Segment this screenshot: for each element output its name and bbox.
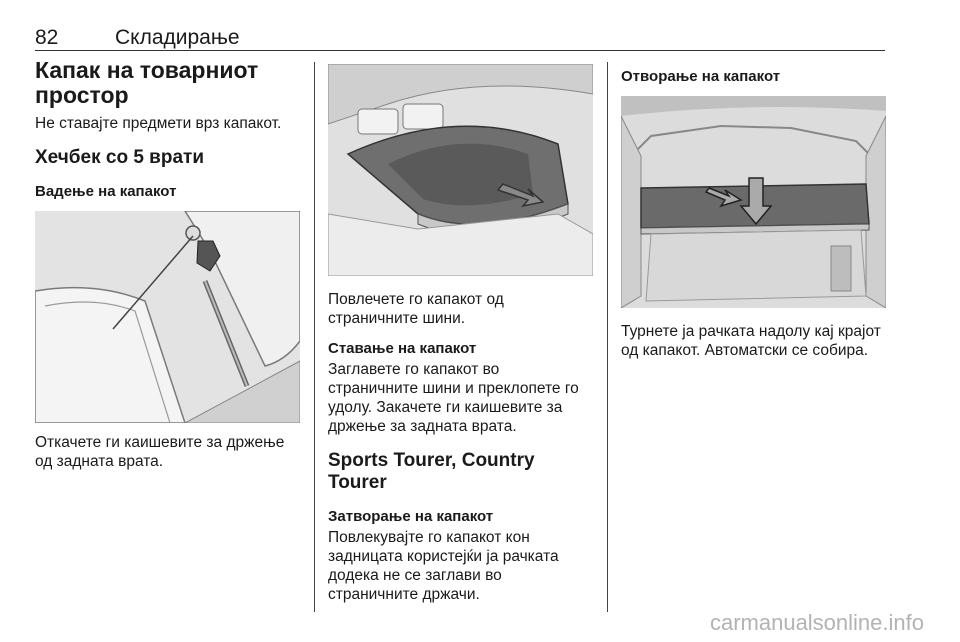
column-2: [328, 58, 593, 604]
chapter-title: Складирање: [115, 26, 240, 49]
removal-caption: Откачете ги каишевите за држење од задната врата.: [35, 434, 285, 470]
hatchback-heading: Хечбек со 5 врати: [35, 147, 205, 168]
pull-caption: Повлечете го капакот од страничните шини.: [328, 291, 504, 327]
install-text: Заглавете го капакот во страничните шини и преклопете го удолу. Закачете ги каишевите за држење за задната врата.: [328, 361, 579, 435]
opening-subheading: Отворање на капакот: [621, 68, 781, 85]
page-header: [35, 26, 885, 50]
tourer-heading: Sports Tourer, Country Tourer: [328, 450, 535, 493]
watermark: carmanualsonline.info: [709, 610, 924, 635]
closing-text: Повлекувајте го капакот кон задницата користејќи ја рачката додека не се заглави во страничните држачи.: [328, 529, 559, 603]
column-divider-2: [607, 62, 608, 612]
column-1: [35, 58, 300, 471]
opening-caption: Турнете ја рачката надолу кај крајот од капакот. Автоматски се собира.: [621, 323, 881, 359]
page-section-title: Капак на товарниот простор: [35, 57, 259, 108]
column-3: [621, 58, 886, 360]
page-number: 82: [35, 26, 59, 49]
column-divider-1: [314, 62, 315, 612]
removal-subheading: Вадење на капакот: [35, 183, 177, 200]
intro-text: Не ставајте предмети врз капакот.: [35, 115, 282, 132]
strap-removal-figure: [35, 211, 300, 423]
install-subheading: Ставање на капакот: [328, 340, 477, 357]
header-divider: [35, 50, 885, 51]
cover-open-figure: [621, 96, 886, 308]
cover-pull-figure: [328, 64, 593, 276]
closing-subheading: Затворање на капакот: [328, 508, 494, 525]
